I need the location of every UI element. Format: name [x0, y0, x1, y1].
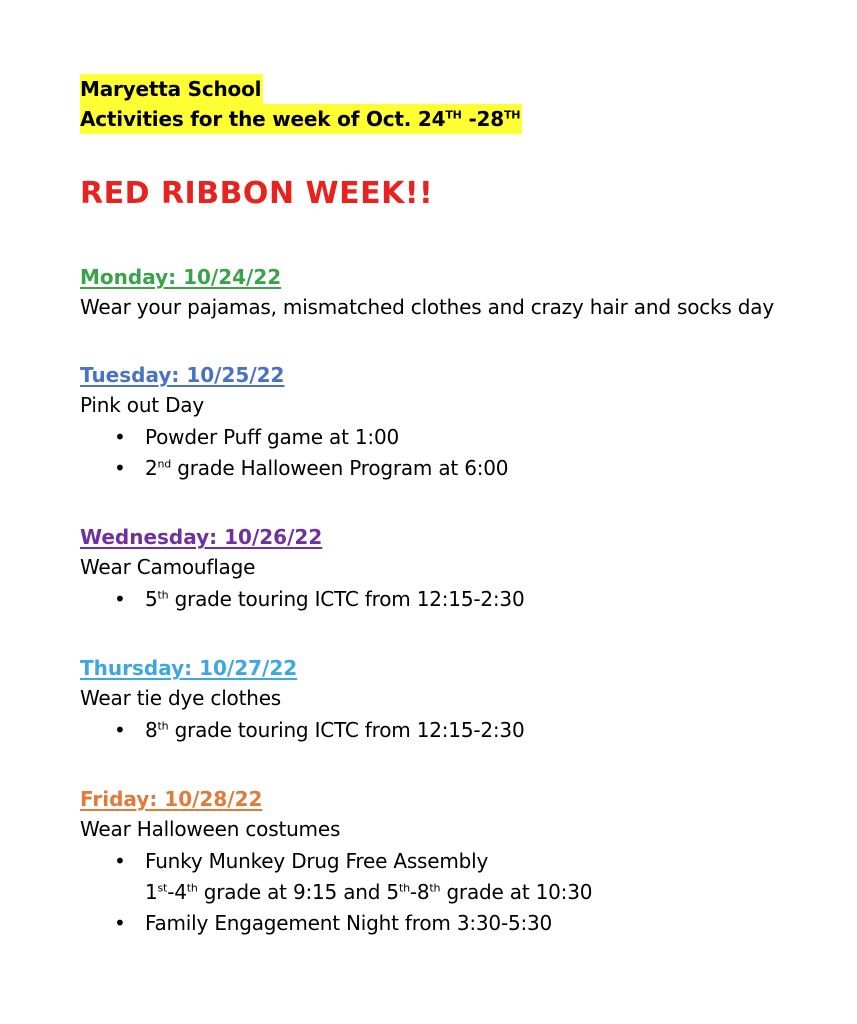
- friday-description: Wear Halloween costumes: [80, 817, 341, 841]
- list-item: • Family Engagement Night from 3:30-5:30: [80, 908, 820, 939]
- wednesday-list: [80, 584, 820, 615]
- bullet-icon: •: [114, 911, 126, 935]
- bullet-icon: •: [114, 718, 126, 742]
- thursday-description: Wear tie dye clothes: [80, 686, 282, 710]
- tuesday-heading: Tuesday: 10/25/22: [80, 363, 285, 387]
- document-page: [80, 74, 820, 939]
- list-item: • 8th grade touring ICTC from 12:15-2:30: [80, 715, 820, 746]
- day-friday: [80, 784, 820, 939]
- assembly-times: 1st-4th grade at 9:15 and 5th-8th grade at 10:30: [145, 880, 593, 904]
- tuesday-list: [80, 422, 820, 484]
- day-tuesday: [80, 360, 820, 484]
- bullet-icon: •: [114, 849, 126, 873]
- tuesday-description: Pink out Day: [80, 393, 204, 417]
- school-name-line: [80, 74, 820, 104]
- day-thursday: [80, 653, 820, 746]
- week-dates: Activities for the week of Oct. 24TH -28TH: [80, 104, 522, 134]
- list-item: • Powder Puff game at 1:00: [80, 422, 820, 453]
- list-item: • Funky Munkey Drug Free Assembly 1st-4th grade at 9:15 and 5th-8th grade at 10:30: [80, 846, 820, 908]
- list-item: • 2nd grade Halloween Program at 6:00: [80, 453, 820, 484]
- day-wednesday: [80, 522, 820, 615]
- friday-heading: Friday: 10/28/22: [80, 787, 263, 811]
- monday-heading: Monday: 10/24/22: [80, 265, 282, 289]
- school-name: Maryetta School: [80, 74, 263, 104]
- thursday-heading: Thursday: 10/27/22: [80, 656, 298, 680]
- day-monday: [80, 262, 820, 322]
- list-item: • 5th grade touring ICTC from 12:15-2:30: [80, 584, 820, 615]
- page-title: RED RIBBON WEEK!!: [80, 176, 434, 211]
- wednesday-description: Wear Camouflage: [80, 555, 256, 579]
- bullet-icon: •: [114, 425, 126, 449]
- thursday-list: [80, 715, 820, 746]
- monday-description: Wear your pajamas, mismatched clothes and crazy hair and socks day: [80, 295, 774, 319]
- week-line: [80, 104, 820, 134]
- wednesday-heading: Wednesday: 10/26/22: [80, 525, 323, 549]
- bullet-icon: •: [114, 456, 126, 480]
- bullet-icon: •: [114, 587, 126, 611]
- friday-list: [80, 846, 820, 939]
